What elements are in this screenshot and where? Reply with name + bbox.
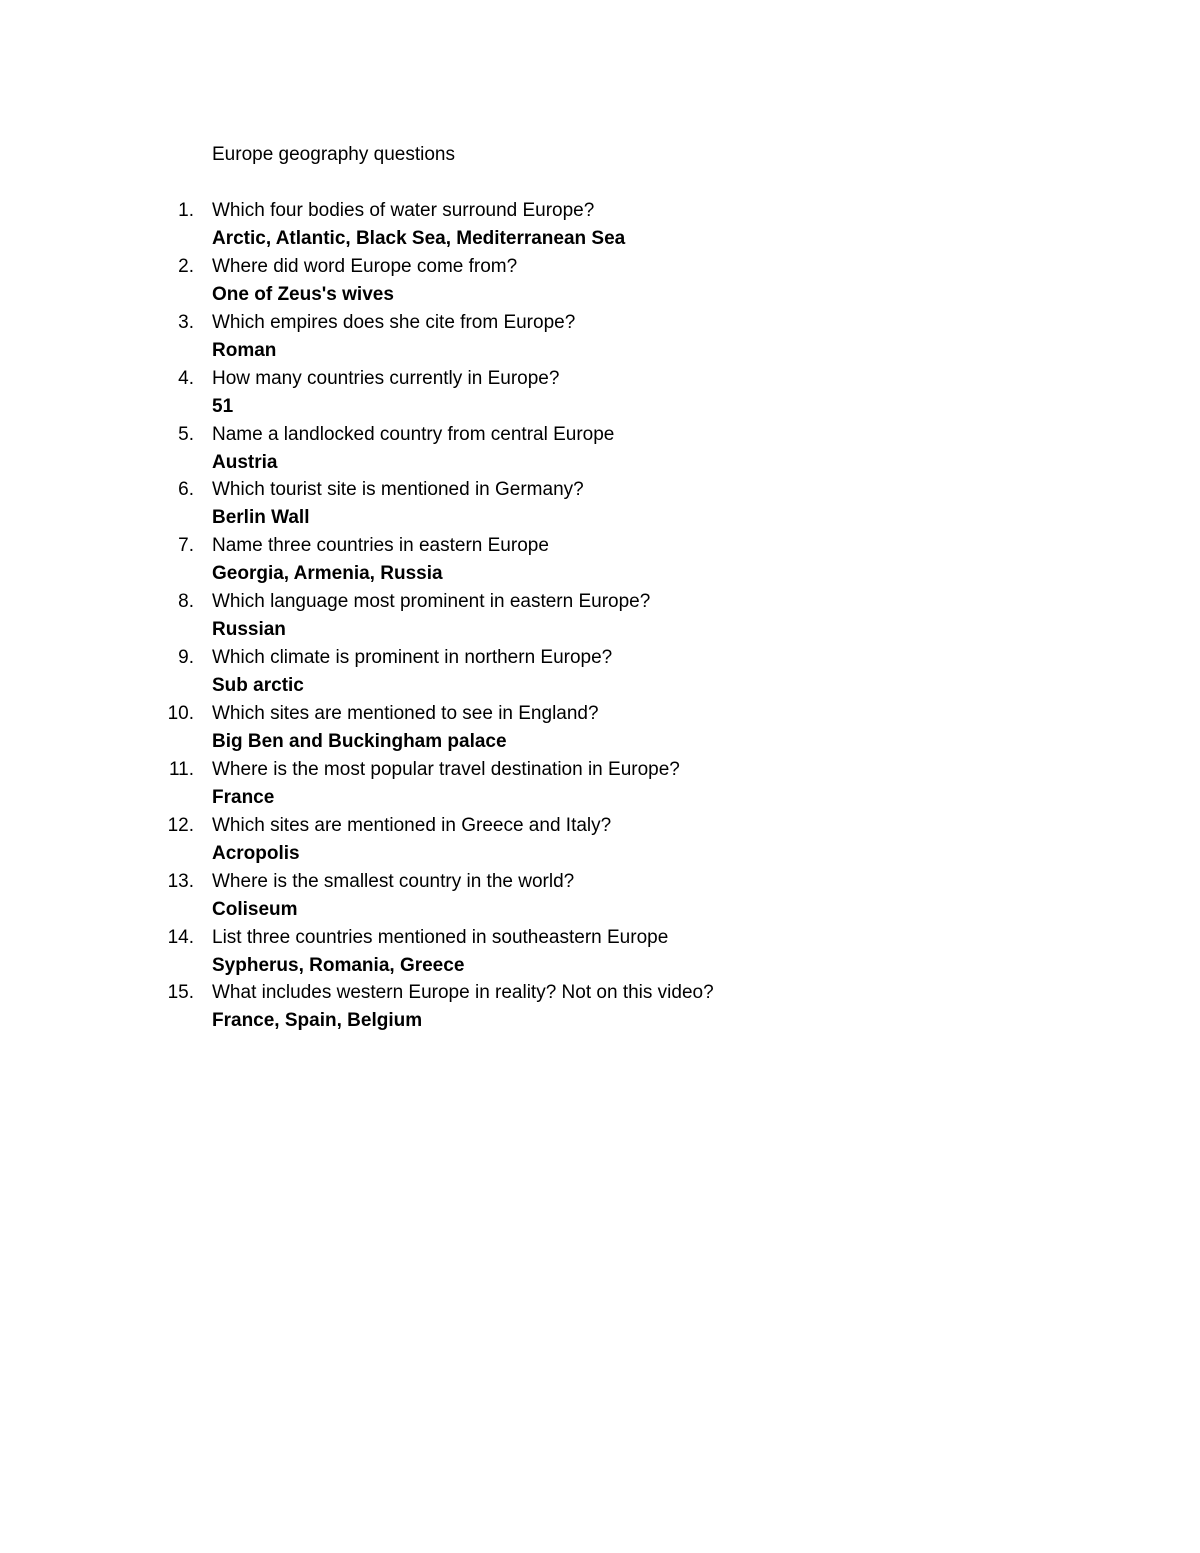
list-item — [0, 700, 1200, 756]
answer-text: 51 — [212, 395, 234, 417]
list-item — [0, 924, 1200, 980]
answer-text: Sypherus, Romania, Greece — [212, 954, 465, 976]
answer-text: Coliseum — [212, 898, 298, 920]
item-number: 15. — [167, 982, 194, 1004]
item-number: 2. — [178, 255, 194, 277]
answer-text: France — [212, 786, 275, 808]
list-item — [0, 309, 1200, 365]
item-number: 13. — [167, 870, 194, 892]
answer-text: Georgia, Armenia, Russia — [212, 563, 443, 585]
list-item — [0, 868, 1200, 924]
question-text: Which empires does she cite from Europe? — [212, 311, 576, 333]
answer-text: Big Ben and Buckingham palace — [212, 731, 507, 753]
item-number: 4. — [178, 367, 194, 389]
item-number: 3. — [178, 311, 194, 333]
question-text: How many countries currently in Europe? — [212, 367, 560, 389]
list-item — [0, 421, 1200, 477]
question-text: Which language most prominent in eastern Europe? — [212, 591, 651, 613]
list-item — [0, 979, 1200, 1035]
question-text: Name three countries in eastern Europe — [212, 535, 549, 557]
answer-text: Sub arctic — [212, 675, 304, 697]
document-title: Europe geography questions — [212, 144, 455, 165]
list-item — [0, 812, 1200, 868]
answer-text: Russian — [212, 619, 286, 641]
question-text: Which climate is prominent in northern Europe? — [212, 647, 613, 669]
list-item — [0, 588, 1200, 644]
question-text: Which sites are mentioned to see in England? — [212, 703, 599, 725]
question-text: Which sites are mentioned in Greece and Italy? — [212, 814, 612, 836]
question-text: What includes western Europe in reality? Not on this video? — [212, 982, 714, 1004]
answer-text: Berlin Wall — [212, 507, 310, 529]
list-item — [0, 365, 1200, 421]
item-number: 8. — [178, 591, 194, 613]
answer-text: One of Zeus's wives — [212, 283, 394, 305]
item-number: 9. — [178, 647, 194, 669]
question-text: Where is the smallest country in the world? — [212, 870, 575, 892]
item-number: 1. — [178, 200, 194, 221]
item-number: 12. — [167, 814, 194, 836]
item-number: 11. — [168, 758, 194, 780]
item-number: 7. — [178, 535, 194, 557]
question-text: Where is the most popular travel destination in Europe? — [212, 758, 680, 780]
list-item — [0, 197, 1200, 253]
question-text: List three countries mentioned in southeastern Europe — [212, 926, 669, 948]
question-text: Which tourist site is mentioned in Germany? — [212, 479, 584, 501]
item-number: 6. — [178, 479, 194, 501]
list-item — [0, 253, 1200, 309]
answer-text: France, Spain, Belgium — [212, 1010, 423, 1032]
item-number: 14. — [167, 926, 194, 948]
answer-text: Arctic, Atlantic, Black Sea, Mediterranean Sea — [212, 228, 626, 249]
question-list — [0, 197, 1200, 1035]
list-item — [0, 476, 1200, 532]
question-text: Name a landlocked country from central Europe — [212, 423, 615, 445]
item-number: 5. — [178, 423, 194, 445]
list-item — [0, 532, 1200, 588]
list-item — [0, 756, 1200, 812]
answer-text: Roman — [212, 339, 277, 361]
question-text: Which four bodies of water surround Europe? — [212, 200, 595, 221]
item-number: 10. — [167, 703, 194, 725]
answer-text: Acropolis — [212, 842, 300, 864]
question-text: Where did word Europe come from? — [212, 255, 518, 277]
answer-text: Austria — [212, 451, 278, 473]
list-item — [0, 644, 1200, 700]
